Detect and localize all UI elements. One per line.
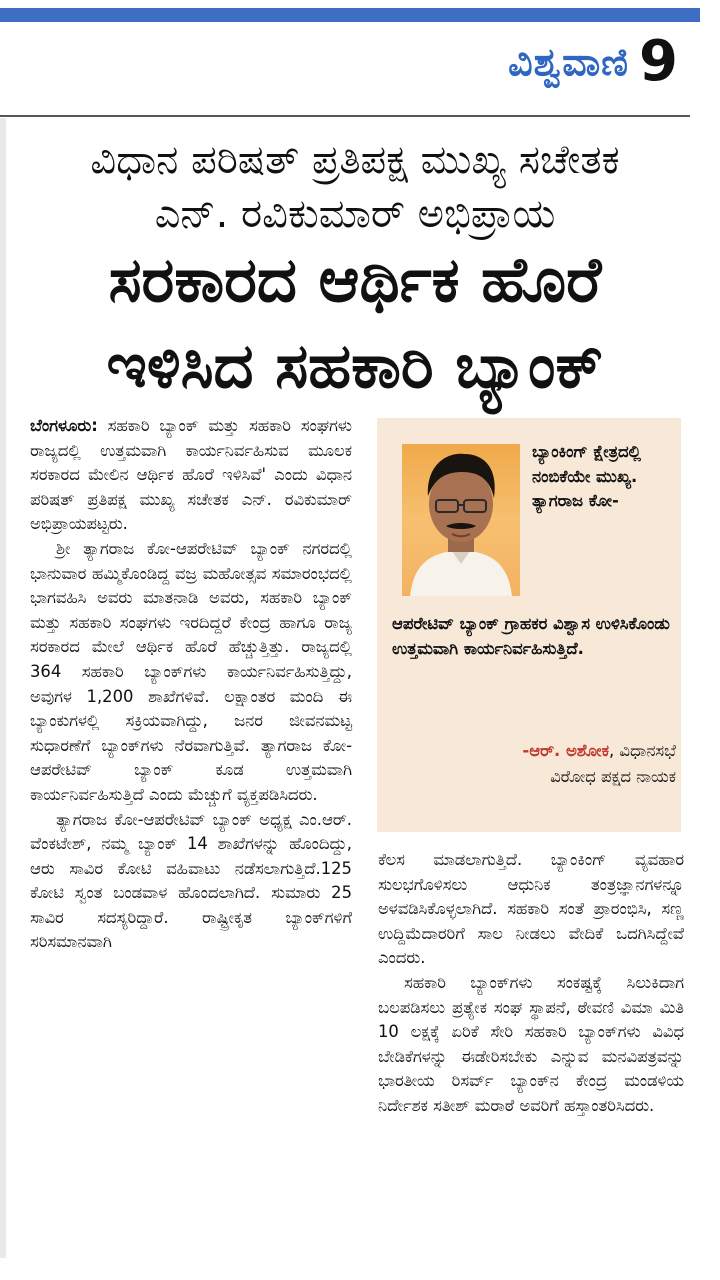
- article-paragraph-1: [30, 414, 352, 537]
- attribution-role-2: ವಿರೋಧ ಪಕ್ಷದ ನಾಯಕ: [550, 767, 676, 786]
- article-paragraph-3: ತ್ಯಾಗರಾಜ ಕೋ-ಆಪರೇಟಿವ್ ಬ್ಯಾಂಕ್ ಅಧ್ಯಕ್ಷ ಎಂ.ಆರ್. ವೆಂಕಟೇಶ್, ನಮ್ಮ ಬ್ಯಾಂಕ್ 14 ಶಾಖೆಗಳನ್ನು ಹೊಂದಿದ್ದು, ಆರು ಸಾವಿರ ಕೋಟಿ ವಹಿವಾಟು ನಡೆಸಲಾಗುತ್ತಿದೆ.125 ಕೋಟಿ ಸ್ವಂತ ಬಂಡವಾಳ ಹೊಂದಲಾಗಿದೆ. ಸುಮಾರು 25 ಸಾವಿರ ಸದಸ್ಯರಿದ್ದಾರೆ. ರಾಷ್ಟ್ರೀಕೃತ ಬ್ಯಾಂಕ್‌ಗಳಿಗೆ ಸರಿಸಮಾನವಾಗಿ: [30, 809, 352, 952]
- article-column-left: [30, 414, 352, 955]
- article-paragraph-5: ಸಹಕಾರಿ ಬ್ಯಾಂಕ್‌ಗಳು ಸಂಕಷ್ಟಕ್ಕೆ ಸಿಲುಕಿದಾಗ ಬಲಪಡಿಸಲು ಪ್ರತ್ಯೇಕ ಸಂಘ ಸ್ಥಾಪನೆ, ಠೇವಣಿ ವಿಮಾ ಮಿತಿ 10 ಲಕ್ಷಕ್ಕೆ ಏರಿಕೆ ಸೇರಿ ಸಹಕಾರಿ ಬ್ಯಾಂಕ್‌ಗಳು ವಿವಿಧ ಬೇಡಿಕೆಗಳನ್ನು ಈಡೇರಿಸಬೇಕು ಎನ್ನುವ ಮನವಿಪತ್ರವನ್ನು ಭಾರತೀಯ ರಿಸರ್ವ್ ಬ್ಯಾಂಕ್‌ನ ಕೇಂದ್ರ ಮಂಡಳಿಯ ನಿರ್ದೇಶಕ ಸತೀಶ್ ಮರಾಠೆ ಅವರಿಗೆ ಹಸ್ತಾಂತರಿಸಿದರು.: [378, 972, 684, 1115]
- page-number: 9: [639, 29, 678, 94]
- top-color-bar: [0, 8, 700, 22]
- pull-quote-text-side: ಬ್ಯಾಂಕಿಂಗ್ ಕ್ಷೇತ್ರದಲ್ಲಿ ನಂಬಿಕೆಯೇ ಮುಖ್ಯ. ತ್ಯಾಗರಾಜ ಕೋ-: [532, 442, 641, 511]
- pull-quote-attribution: [392, 738, 676, 790]
- article-paragraph-2: ಶ್ರೀ ತ್ಯಾಗರಾಜ ಕೋ-ಆಪರೇಟಿವ್ ಬ್ಯಾಂಕ್ ನಗರದಲ್ಲಿ ಭಾನುವಾರ ಹಮ್ಮಿಕೊಂಡಿದ್ದ ವಜ್ರ ಮಹೋತ್ಸವ ಸಮಾರಂಭದಲ್ಲಿ ಭಾಗವಹಿಸಿ ಅವರು ಮಾತನಾಡಿ ಅವರು, ಸಹಕಾರಿ ಬ್ಯಾಂಕ್ ಮತ್ತು ಸಹಕಾರಿ ಸಂಘಗಳು ಇರದಿದ್ದರೆ ಕೇಂದ್ರ ಹಾಗೂ ರಾಜ್ಯ ಸರಕಾರದ ಮೇಲೆ ಆರ್ಥಿಕ ಹೊರೆ ಹೆಚ್ಚುತ್ತಿತ್ತು. ರಾಜ್ಯದಲ್ಲಿ 364 ಸಹಕಾರಿ ಬ್ಯಾಂಕ್‌ಗಳು ಕಾರ್ಯನಿರ್ವಹಿಸುತ್ತಿದ್ದು, ಅವುಗಳ 1,200 ಶಾಖೆಗಳಿವೆ. ಲಕ್ಷಾಂತರ ಮಂದಿ ಈ ಬ್ಯಾಂಕುಗಳಲ್ಲಿ ಸಕ್ರಿಯವಾಗಿದ್ದು, ಜನರ ಜೀವನಮಟ್ಟ ಸುಧಾರಣೆಗೆ ಬ್ಯಾಂಕ್‌ಗಳು ನೆರವಾಗುತ್ತಿವೆ. ತ್ಯಾಗರಾಜ ಕೋ-ಆಪರೇಟಿವ್ ಬ್ಯಾಂಕ್ ಕೂಡ ಉತ್ತಮವಾಗಿ ಕಾರ್ಯನಿರ್ವಹಿಸುತ್ತಿದೆ ಎಂದು ಮೆಚ್ಚುಗೆ ವ್ಯಕ್ತಪಡಿಸಿದರು.: [30, 538, 352, 804]
- person-portrait-icon: [402, 444, 520, 596]
- attribution-name: -ಆರ್. ಅಶೋಕ: [522, 741, 609, 760]
- headline-line-2: ಇಳಿಸಿದ ಸಹಕಾರಿ ಬ್ಯಾಂಕ್: [106, 329, 604, 402]
- article-column-right: [378, 848, 684, 1119]
- pull-quote-text-below: ಆಪರೇಟಿವ್ ಬ್ಯಾಂಕ್ ಗ್ರಾಹಕರ ವಿಶ್ವಾಸ ಉಳಿಸಿಕೊಂಡು ಉತ್ತಮವಾಗಿ ಕಾರ್ಯನಿರ್ವಹಿಸುತ್ತಿದೆ.: [392, 614, 670, 658]
- newspaper-logo: ವಿಶ್ವವಾಣಿ: [508, 39, 630, 84]
- paragraph-1-text: ಸಹಕಾರಿ ಬ್ಯಾಂಕ್ ಮತ್ತು ಸಹಕಾರಿ ಸಂಘಗಳು ರಾಜ್ಯದಲ್ಲಿ ಉತ್ತಮವಾಗಿ ಕಾರ್ಯನಿರ್ವಹಿಸುವ ಮೂಲಕ ಸರಕಾರದ ಮೇಲಿನ ಆರ್ಥಿಕ ಹೊರೆ ಇಳಿಸಿವೆ' ಎಂದು ವಿಧಾನ ಪರಿಷತ್ ಪ್ರತಿಪಕ್ಷ ಮುಖ್ಯ ಸಚೇತಕ ಎನ್. ರವಿಕುಮಾರ್ ಅಭಿಪ್ರಾಯಪಟ್ಟರು.: [30, 416, 352, 534]
- headline-line-1: ಸರಕಾರದ ಆರ್ಥಿಕ ಹೊರೆ: [108, 243, 602, 316]
- dateline: ಬೆಂಗಳೂರು:: [30, 416, 98, 435]
- masthead-divider: [0, 115, 690, 117]
- masthead: [508, 29, 678, 94]
- kicker-line-2: ಎನ್. ರವಿಕುಮಾರ್ ಅಭಿಪ್ರಾಯ: [154, 191, 556, 237]
- kicker-line-1: ವಿಧಾನ ಪರಿಷತ್ ಪ್ರತಿಪಕ್ಷ ಮುಖ್ಯ ಸಚೇತಕ: [90, 137, 620, 183]
- attribution-role-1: , ವಿಧಾನಸಭೆ: [608, 741, 676, 760]
- portrait-photo: [402, 444, 520, 596]
- page-edge-shadow: [0, 118, 6, 1258]
- article-paragraph-4: ಕೆಲಸ ಮಾಡಲಾಗುತ್ತಿದೆ. ಬ್ಯಾಂಕಿಂಗ್ ವ್ಯವಹಾರ ಸುಲಭಗೊಳಿಸಲು ಆಧುನಿಕ ತಂತ್ರಜ್ಞಾನಗಳನ್ನೂ ಅಳವಡಿಸಿಕೊಳ್ಳಲಾಗಿದೆ. ಸಹಕಾರಿ ಸಂತೆ ಪ್ರಾರಂಭಿಸಿ, ಸಣ್ಣ ಉದ್ದಿಮೆದಾರರಿಗೆ ಸಾಲ ನೀಡಲು ವೇದಿಕೆ ಒದಗಿಸಿದ್ದೇವೆ ಎಂದರು.: [378, 850, 684, 968]
